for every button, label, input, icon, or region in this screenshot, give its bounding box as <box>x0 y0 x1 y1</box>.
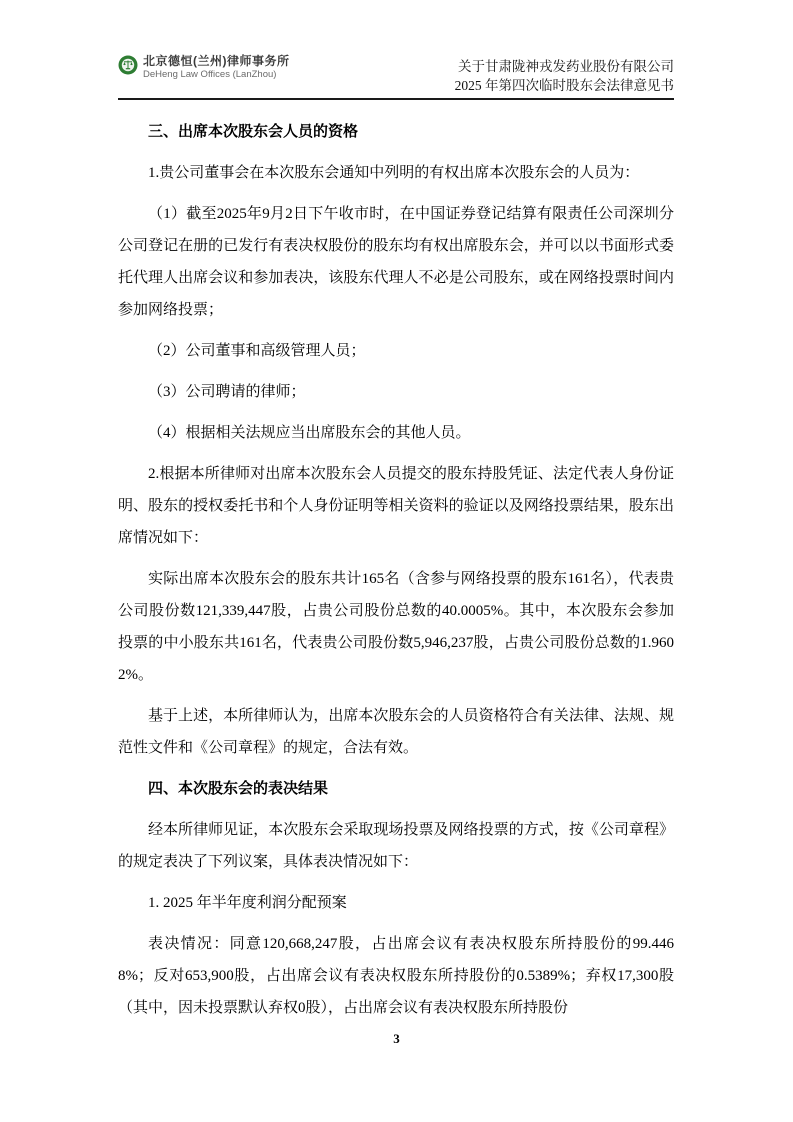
deheng-logo-icon <box>118 55 138 75</box>
document-title-line-2: 2025 年第四次临时股东会法律意见书 <box>454 78 674 93</box>
paragraph: 2.根据本所律师对出席本次股东会人员提交的股东持股凭证、法定代表人身份证明、股东的授权委托书和个人身份证明等相关资料的验证以及网络投票结果，股东出席情况如下： <box>118 466 674 546</box>
paragraph: （2）公司董事和高级管理人员； <box>148 343 366 359</box>
firm-names <box>143 54 290 81</box>
firm-identity <box>118 54 290 81</box>
firm-name-chinese: 北京德恒(兰州)律师事务所 <box>143 54 290 68</box>
document-title <box>455 57 674 95</box>
document-body <box>118 116 674 1033</box>
paragraph: （3）公司聘请的律师； <box>148 384 306 400</box>
document-title-line-1: 关于甘肃陇神戎发药业股份有限公司 <box>458 59 674 74</box>
paragraph: （4）根据相关法规应当出席股东会的其他人员。 <box>148 425 471 441</box>
firm-name-english: DeHeng Law Offices (LanZhou) <box>143 69 277 80</box>
paragraph: 表决情况：同意120,668,247股，占出席会议有表决权股东所持股份的99.4468%；反对653,900股，占出席会议有表决权股东所持股份的0.5389%；弃权17,300股（其中，因未投票默认弃权0股），占出席会议有表决权股东所持股份 <box>118 936 674 1016</box>
paragraph: 基于上述，本所律师认为，出席本次股东会的人员资格符合有关法律、法规、规范性文件和《公司章程》的规定，合法有效。 <box>118 708 674 756</box>
paragraph: 1.贵公司董事会在本次股东会通知中列明的有权出席本次股东会的人员为： <box>148 165 640 181</box>
paragraph: 经本所律师见证，本次股东会采取现场投票及网络投票的方式，按《公司章程》的规定表决了下列议案，具体表决情况如下： <box>118 822 674 870</box>
section-heading-3: 三、出席本次股东会人员的资格 <box>148 124 359 140</box>
letterhead <box>118 52 674 100</box>
paragraph: 1. 2025 年半年度利润分配预案 <box>148 895 347 911</box>
paragraph: 实际出席本次股东会的股东共计165名（含参与网络投票的股东161名），代表贵公司股份数121,339,447股，占贵公司股份总数的40.0005%。其中，本次股东会参加投票的中小股东共161名，代表贵公司股份数5,946,237股，占贵公司股份总数的1.9602%。 <box>118 571 674 683</box>
page-number: 3 <box>393 1031 400 1046</box>
paragraph: （1）截至2025年9月2日下午收市时，在中国证券登记结算有限责任公司深圳分公司登记在册的已发行有表决权股份的股东均有权出席股东会，并可以以书面形式委托代理人出席会议和参加表决，该股东代理人不必是公司股东，或在网络投票时间内参加网络投票； <box>118 206 674 318</box>
section-heading-4: 四、本次股东会的表决结果 <box>148 781 329 797</box>
